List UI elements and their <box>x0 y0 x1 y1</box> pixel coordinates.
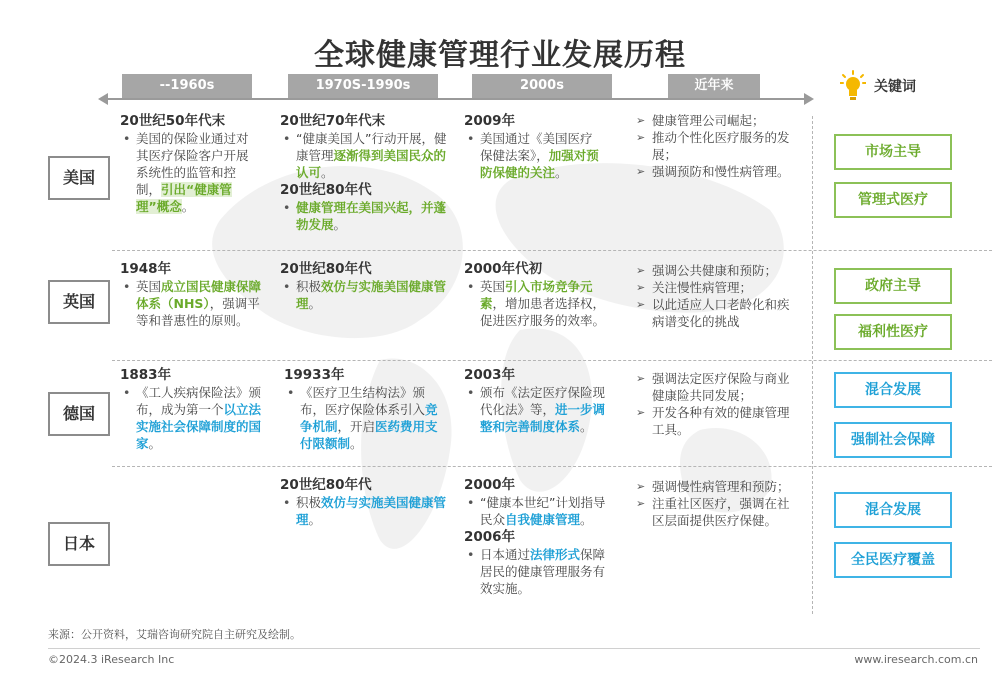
uk-cell-2000s <box>464 260 606 329</box>
us-cell-1970s <box>280 112 450 233</box>
uk-1960s-item: • 英国成立国民健康保障体系（NHS），强调平等和普惠性的原则。 <box>120 278 270 329</box>
us-1980s-year: 20世纪80年代 <box>280 182 372 198</box>
de-2000s-year: 2003年 <box>464 367 516 383</box>
jp-2006-year: 2006年 <box>464 529 516 545</box>
de-2000s-item: • 颁布《法定医疗保险现代化法》等，进一步调整和完善制度体系。 <box>464 384 606 435</box>
de-cell-1990s <box>284 366 444 452</box>
us-cell-1960s <box>120 112 258 215</box>
lightbulb-icon <box>840 70 866 102</box>
keyword-jp-mixed-development: 混合发展 <box>834 492 952 528</box>
us-1960s-year: 20世纪50年代末 <box>120 113 226 129</box>
us-1960s-item: • 美国的保险业通过对其医疗保险客户开展系统性的监管和控制，引出“健康管理”概念。 <box>120 130 258 215</box>
era-label-2000s: 2000s <box>472 74 612 98</box>
keyword-uk-welfare-care: 福利性医疗 <box>834 314 952 350</box>
jp-cell-1980s <box>280 476 450 528</box>
keyword-column-divider <box>812 116 813 614</box>
keyword-de-mixed-development: 混合发展 <box>834 372 952 408</box>
timeline-arrow-right-icon <box>804 93 814 105</box>
us-recent-item-3: ➢ 强调预防和慢性病管理。 <box>636 163 796 180</box>
uk-1980s-item: • 积极效仿与实施美国健康管理。 <box>280 278 450 312</box>
row-divider <box>112 360 992 361</box>
jp-cell-recent <box>636 478 796 529</box>
us-2000s-year: 2009年 <box>464 113 516 129</box>
era-label-recent: 近年来 <box>668 74 760 98</box>
de-1960s-item: • 《工人疾病保险法》颁布，成为第一个以立法实施社会保障制度的国家。 <box>120 384 270 452</box>
footer-website-link[interactable]: www.iresearch.com.cn <box>854 653 978 666</box>
keyword-de-mandatory-social-security: 强制社会保障 <box>834 422 952 458</box>
keyword-us-market-led: 市场主导 <box>834 134 952 170</box>
de-1990s-item: • 《医疗卫生结构法》颁布，医疗保险体系引入竞争机制，开启医药费用支付限额制。 <box>284 384 444 452</box>
de-cell-recent <box>636 370 796 438</box>
keyword-header-label: 关键词 <box>874 79 916 95</box>
jp-1980s-item: • 积极效仿与实施美国健康管理。 <box>280 494 450 528</box>
timeline-axis <box>104 98 806 100</box>
uk-1980s-year: 20世纪80年代 <box>280 261 372 277</box>
jp-2000-item: • “健康本世纪”计划指导民众自我健康管理。 <box>464 494 608 528</box>
us-cell-recent <box>636 112 796 180</box>
de-recent-item-1: ➢ 强调法定医疗保险与商业健康险共同发展； <box>636 370 796 404</box>
de-1960s-year: 1883年 <box>120 367 172 383</box>
page-title: 全球健康管理行业发展历程 <box>314 38 686 73</box>
de-cell-1960s <box>120 366 270 452</box>
uk-1960s-year: 1948年 <box>120 261 172 277</box>
de-cell-2000s <box>464 366 606 435</box>
jp-cell-2000s <box>464 476 608 597</box>
us-cell-2000s <box>464 112 604 181</box>
keyword-jp-universal-coverage: 全民医疗覆盖 <box>834 542 952 578</box>
us-1970s-year: 20世纪70年代末 <box>280 113 386 129</box>
era-label-1970s-1990s: 1970S-1990s <box>288 74 438 98</box>
country-label-uk: 英国 <box>48 280 110 324</box>
footer-copyright: ©2024.3 iResearch Inc <box>48 653 175 666</box>
uk-cell-recent <box>636 262 796 330</box>
us-recent-item-2: ➢ 推动个性化医疗服务的发展； <box>636 129 796 163</box>
uk-recent-item-1: ➢ 强调公共健康和预防； <box>636 262 796 279</box>
footer-divider <box>48 648 980 649</box>
uk-cell-1960s <box>120 260 270 329</box>
us-2000s-item: • 美国通过《美国医疗保健法案》，加强对预防保健的关注。 <box>464 130 604 181</box>
uk-2000s-item: • 英国引入市场竞争元素，增加患者选择权，促进医疗服务的效率。 <box>464 278 606 329</box>
de-recent-item-2: ➢ 开发各种有效的健康管理工具。 <box>636 404 796 438</box>
country-label-us: 美国 <box>48 156 110 200</box>
uk-recent-item-2: ➢ 关注慢性病管理； <box>636 279 796 296</box>
jp-1980s-year: 20世纪80年代 <box>280 477 372 493</box>
source-note: 来源：公开资料，艾瑞咨询研究院自主研究及绘制。 <box>48 628 301 641</box>
jp-recent-item-1: ➢ 强调慢性病管理和预防； <box>636 478 796 495</box>
de-1990s-year: 19933年 <box>284 367 345 383</box>
country-label-japan: 日本 <box>48 522 110 566</box>
jp-2006-item: • 日本通过法律形式保障居民的健康管理服务有效实施。 <box>464 546 608 597</box>
us-recent-item-1: ➢ 健康管理公司崛起； <box>636 112 796 129</box>
keyword-uk-government-led: 政府主导 <box>834 268 952 304</box>
keyword-us-managed-care: 管理式医疗 <box>834 182 952 218</box>
jp-2000-year: 2000年 <box>464 477 516 493</box>
uk-cell-1980s <box>280 260 450 312</box>
keyword-header <box>840 70 916 102</box>
us-1980s-item: • 健康管理在美国兴起，并蓬勃发展。 <box>280 199 450 233</box>
row-divider <box>112 250 992 251</box>
era-label-1960s: --1960s <box>122 74 252 98</box>
uk-recent-item-3: ➢ 以此适应人口老龄化和疾病谱变化的挑战 <box>636 296 796 330</box>
timeline-arrow-left-icon <box>98 93 108 105</box>
country-label-germany: 德国 <box>48 392 110 436</box>
jp-recent-item-2: ➢ 注重社区医疗，强调在社区层面提供医疗保健。 <box>636 495 796 529</box>
us-1970s-item: • “健康美国人”行动开展，健康管理逐渐得到美国民众的认可。 <box>280 130 450 181</box>
row-divider <box>112 466 992 467</box>
uk-2000s-year: 2000年代初 <box>464 261 543 277</box>
